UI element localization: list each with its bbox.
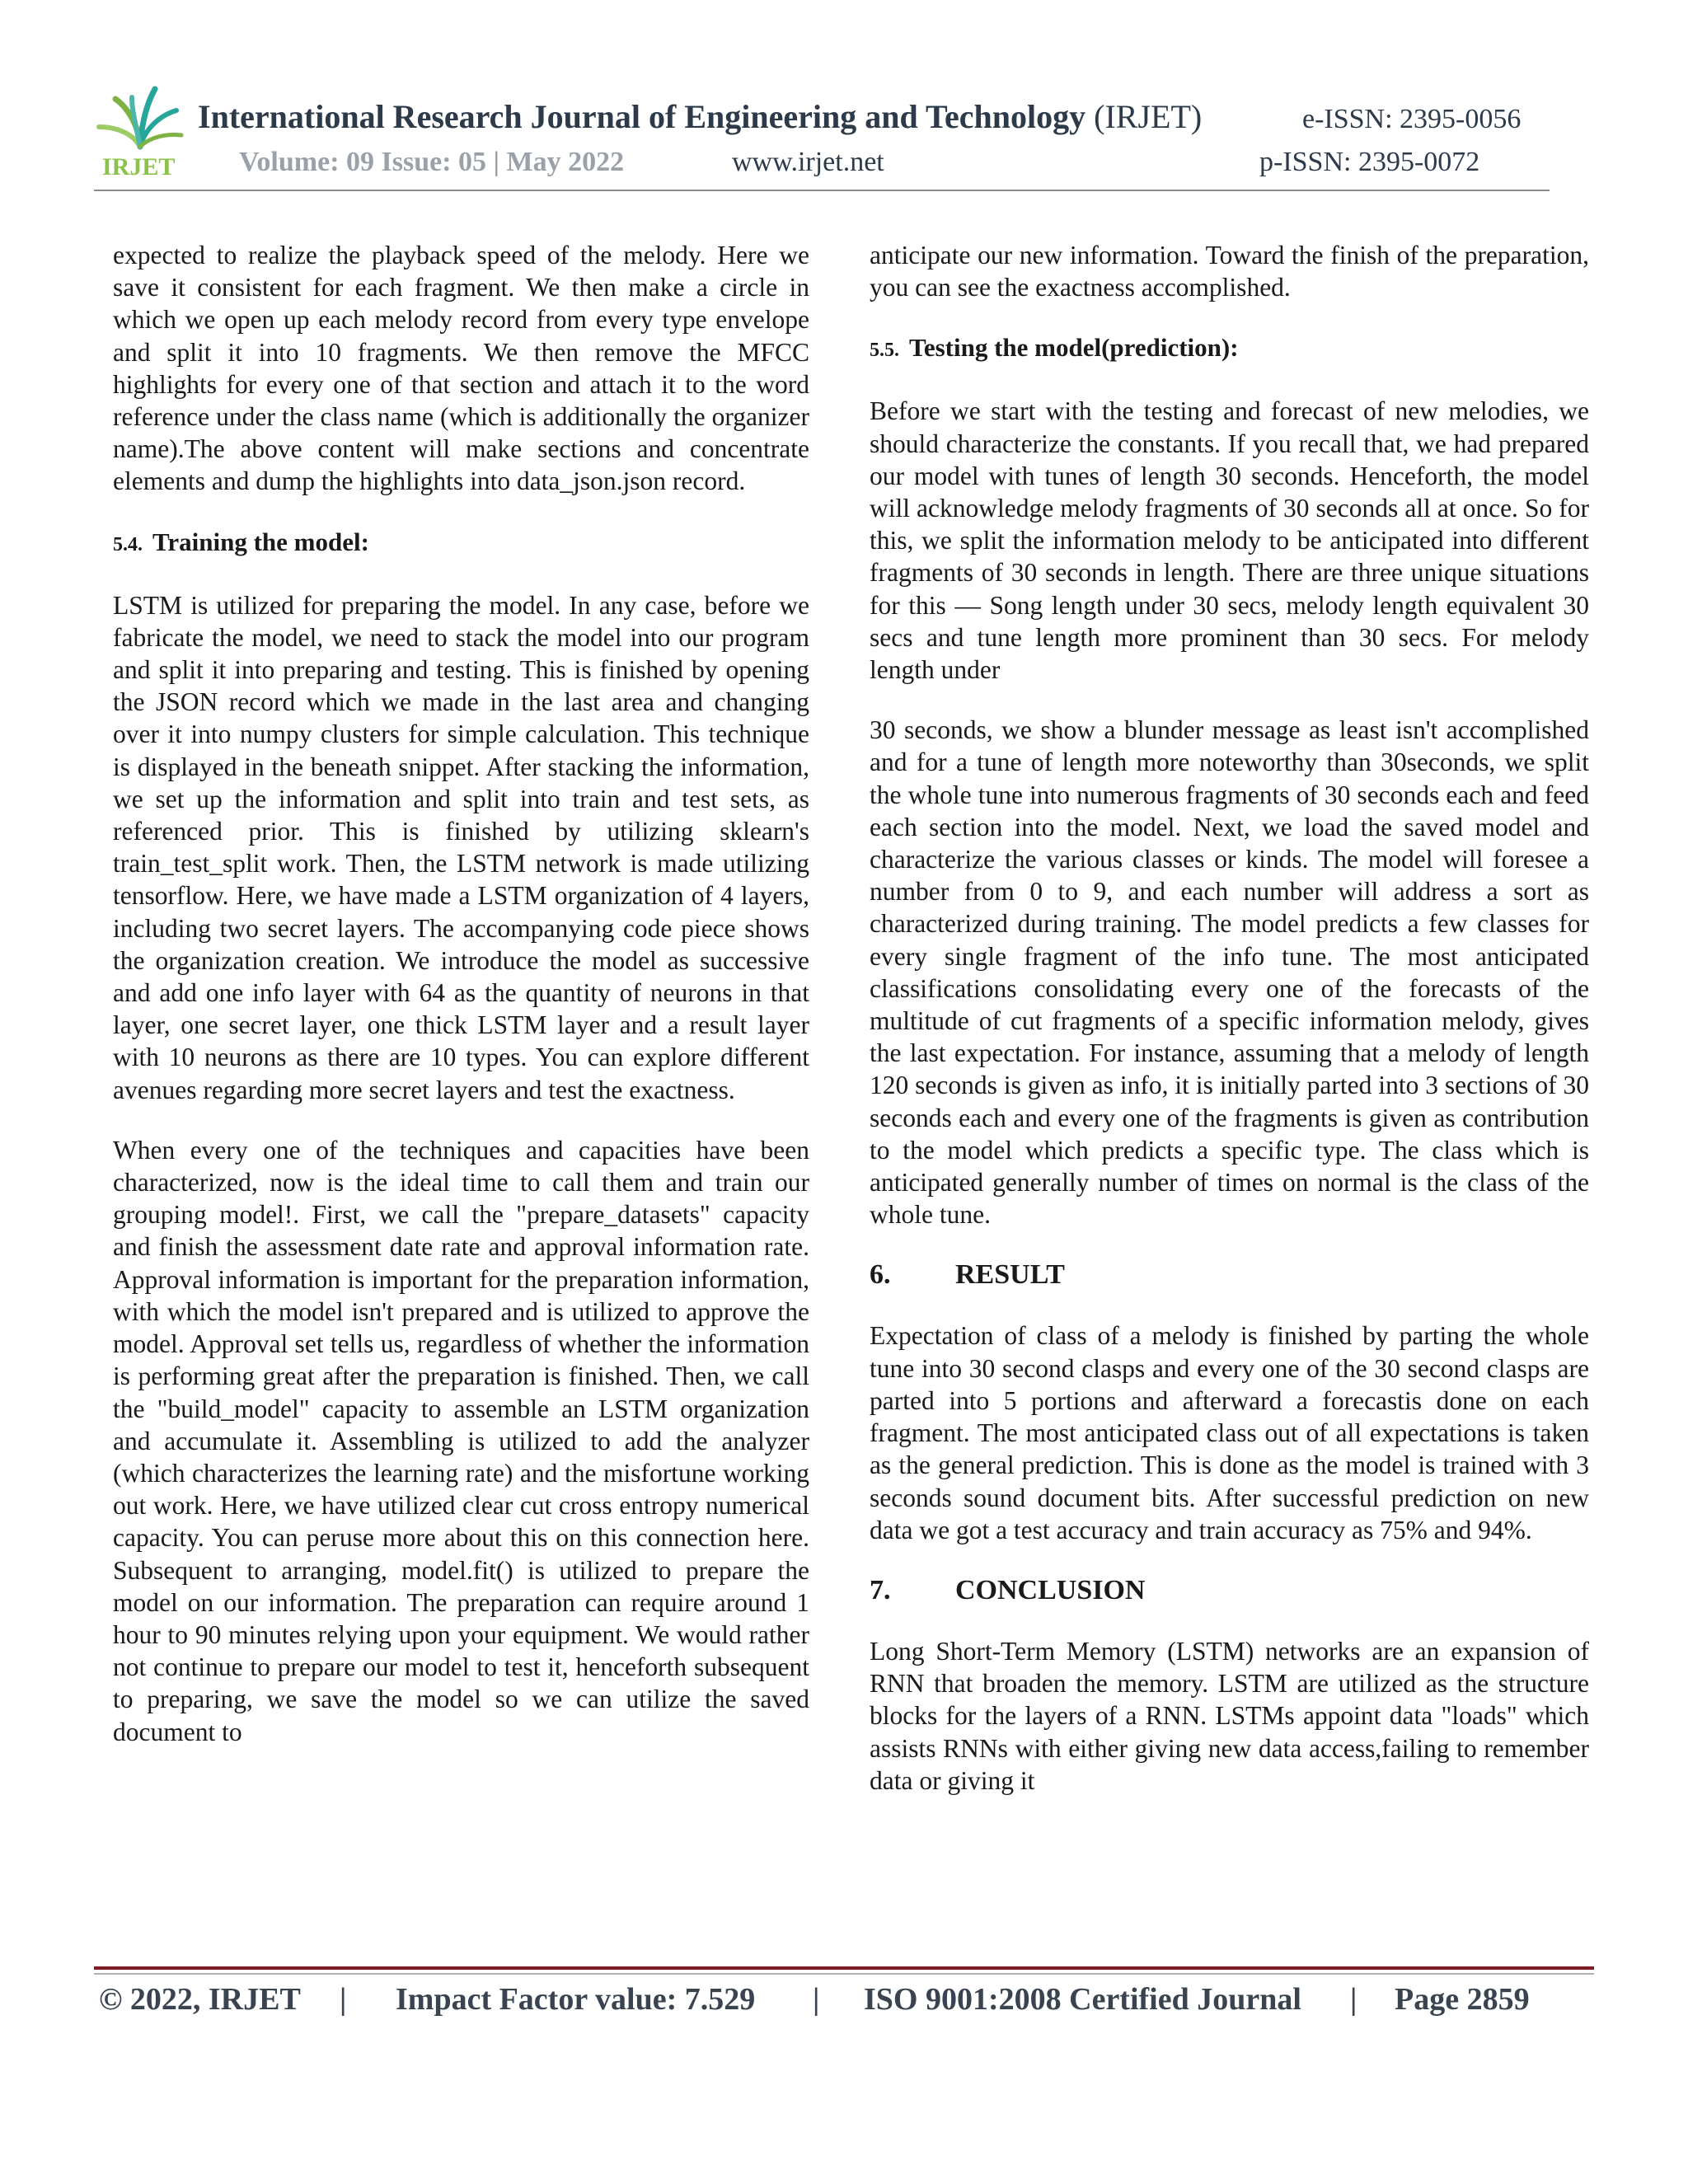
section-6-heading	[870, 1258, 1589, 1291]
footer-separator: |	[340, 1982, 347, 2017]
section-5-4-title: Training the model:	[152, 527, 369, 556]
section-7-title: CONCLUSION	[955, 1574, 1146, 1605]
footer-page-number: Page 2859	[1395, 1982, 1530, 2017]
left-paragraph-1: expected to realize the playback speed of the melody. Here we save it consistent for each fragment. We then make a circle in which we open up each melody record from every type envelope and split it into 10 fragments. We then remove the MFCC highlights for every one of that section and attach it to the word reference under the class name (which is additionally the organizer name).The above content will make sections and concentrate elements and dump the highlights into data_json.json record.	[113, 241, 809, 496]
section-5-4-number: 5.4.	[113, 533, 143, 555]
leaf-logo-icon	[94, 82, 186, 180]
footer-separator: |	[813, 1982, 820, 2017]
right-paragraph-5: Long Short-Term Memory (LSTM) networks are an expansion of RNN that broaden the memory. LSTM are utilized as the structure blocks for the layers of a RNN. LSTMs appoint data "loads" which assists RNNs with either giving new data access,failing to remember data or giving it	[870, 1636, 1589, 1795]
section-5-5-heading	[870, 331, 1589, 367]
section-6-number: 6.	[870, 1259, 891, 1291]
footer-copyright: © 2022, IRJET	[99, 1982, 301, 2017]
section-7-number: 7.	[870, 1574, 891, 1605]
journal-name: International Research Journal of Engineering and Technology	[198, 98, 1086, 135]
footer-iso: ISO 9001:2008 Certified Journal	[864, 1982, 1301, 2017]
left-paragraph-2: LSTM is utilized for preparing the model. In any case, before we fabricate the model, we need to stack the model into our program and split it into preparing and testing. This is finished by opening the JSON record which we made in the last area and changing over it into numpy clusters for simple calculation. This technique is displayed in the beneath snippet. After stacking the information, we set up the information and split into train and test sets, as referenced prior. This is finished by utilizing sklearn's train_test_split work. Then, the LSTM network is made utilizing tensorflow. Here, we have made a LSTM organization of 4 layers, including two secret layers. The accompanying code piece shows the organization creation. We introduce the model as successive and add one info layer with 64 as the quantity of neurons in that layer, one secret layer, one thick LSTM layer and a result layer with 10 neurons as there are 10 types. You can explore different avenues regarding more secret layers and test the exactness.	[113, 590, 809, 1104]
eissn: e-ISSN: 2395-0056	[1302, 104, 1522, 134]
right-column	[870, 239, 1589, 1797]
section-5-5-title: Testing the model(prediction):	[909, 333, 1239, 363]
left-column	[113, 239, 809, 1748]
volume-issue: Volume: 09 Issue: 05 | May 2022	[239, 147, 625, 177]
left-paragraph-3: When every one of the techniques and capacities have been characterized, now is the ideal time to call them and train our grouping model!. First, we call the "prepare_datasets" capacity and finish the assessment date rate and approval information rate. Approval information is important for the preparation information, with which the model isn't prepared and is utilized to approve the model. Approval set tells us, regardless of whether the information is performing great after the preparation is finished. Then, we call the "build_model" capacity to assemble an LSTM organization and accumulate it. Assembling is utilized to add the analyzer (which characterizes the learning rate) and the misfortune working out work. Here, we have utilized clear cut cross entropy numerical capacity. You can peruse more about this on this connection here. Subsequent to arranging, model.fit() is utilized to prepare the model on our information. The preparation can require around 1 hour to 90 minutes relying upon your equipment. We would rather not continue to prepare our model to test it, henceforth subsequent to preparing, we save the model so we can utilize the saved document to	[113, 1135, 809, 1746]
section-6-title: RESULT	[955, 1259, 1065, 1291]
irjet-logo	[94, 82, 186, 180]
right-paragraph-1: anticipate our new information. Toward the finish of the preparation, you can see the exactness accomplished.	[870, 241, 1589, 302]
logo-text: IRJET	[102, 153, 176, 180]
journal-title	[198, 97, 1202, 136]
right-paragraph-2: Before we start with the testing and forecast of new melodies, we should characterize the constants. If you recall that, we had prepared our model with tunes of length 30 seconds. Henceforth, the model will acknowledge melody fragments of 30 seconds all at once. So for this, we split the information melody to be anticipated into different fragments of 30 seconds in length. There are three unique situations for this — Song length under 30 secs, melody length equivalent 30 secs and tune length more prominent than 30 secs. For melody length under	[870, 396, 1589, 685]
journal-abbr: (IRJET)	[1094, 98, 1203, 135]
right-paragraph-3: 30 seconds, we show a blunder message as least isn't accomplished and for a tune of length more noteworthy than 30seconds, we split the whole tune into numerous fragments of 30 seconds each and feed each section into the model. Next, we load the saved model and characterize the various classes or kinds. The model will foresee a number from 0 to 9, and each number will address a sort as characterized during training. The model predicts a few classes for every single fragment of the info tune. The most anticipated classifications consolidating every one of the forecasts of the multitude of cut fragments of a specific information melody, gives the last expectation. For instance, assuming that a melody of length 120 seconds is given as info, it is initially parted into 3 sections of 30 seconds each and every one of the fragments is given as contribution to the model which predicts a specific type. The class which is anticipated generally number of times on normal is the class of the whole tune.	[870, 715, 1589, 1230]
website-link[interactable]: www.irjet.net	[732, 147, 884, 177]
footer-impact-factor: Impact Factor value: 7.529	[396, 1982, 756, 2017]
footer-divider-thick	[94, 1966, 1594, 1970]
header-divider	[94, 190, 1550, 191]
footer-separator: |	[1350, 1982, 1357, 2017]
right-paragraph-4: Expectation of class of a melody is finished by parting the whole tune into 30 second clasps and every one of the 30 second clasps are parted into 5 portions and afterward a forecastis done on each fragment. The most anticipated class out of all expectations is taken as the general prediction. This is done as the model is trained with 3 seconds sound document bits. After successful prediction on new data we got a test accuracy and train accuracy as 75% and 94%.	[870, 1321, 1589, 1544]
section-7-heading	[870, 1574, 1589, 1607]
section-5-5-number: 5.5.	[870, 340, 899, 362]
pissn: p-ISSN: 2395-0072	[1259, 147, 1480, 177]
section-5-4-heading	[113, 526, 809, 561]
footer-divider-thin	[94, 1973, 1594, 1975]
